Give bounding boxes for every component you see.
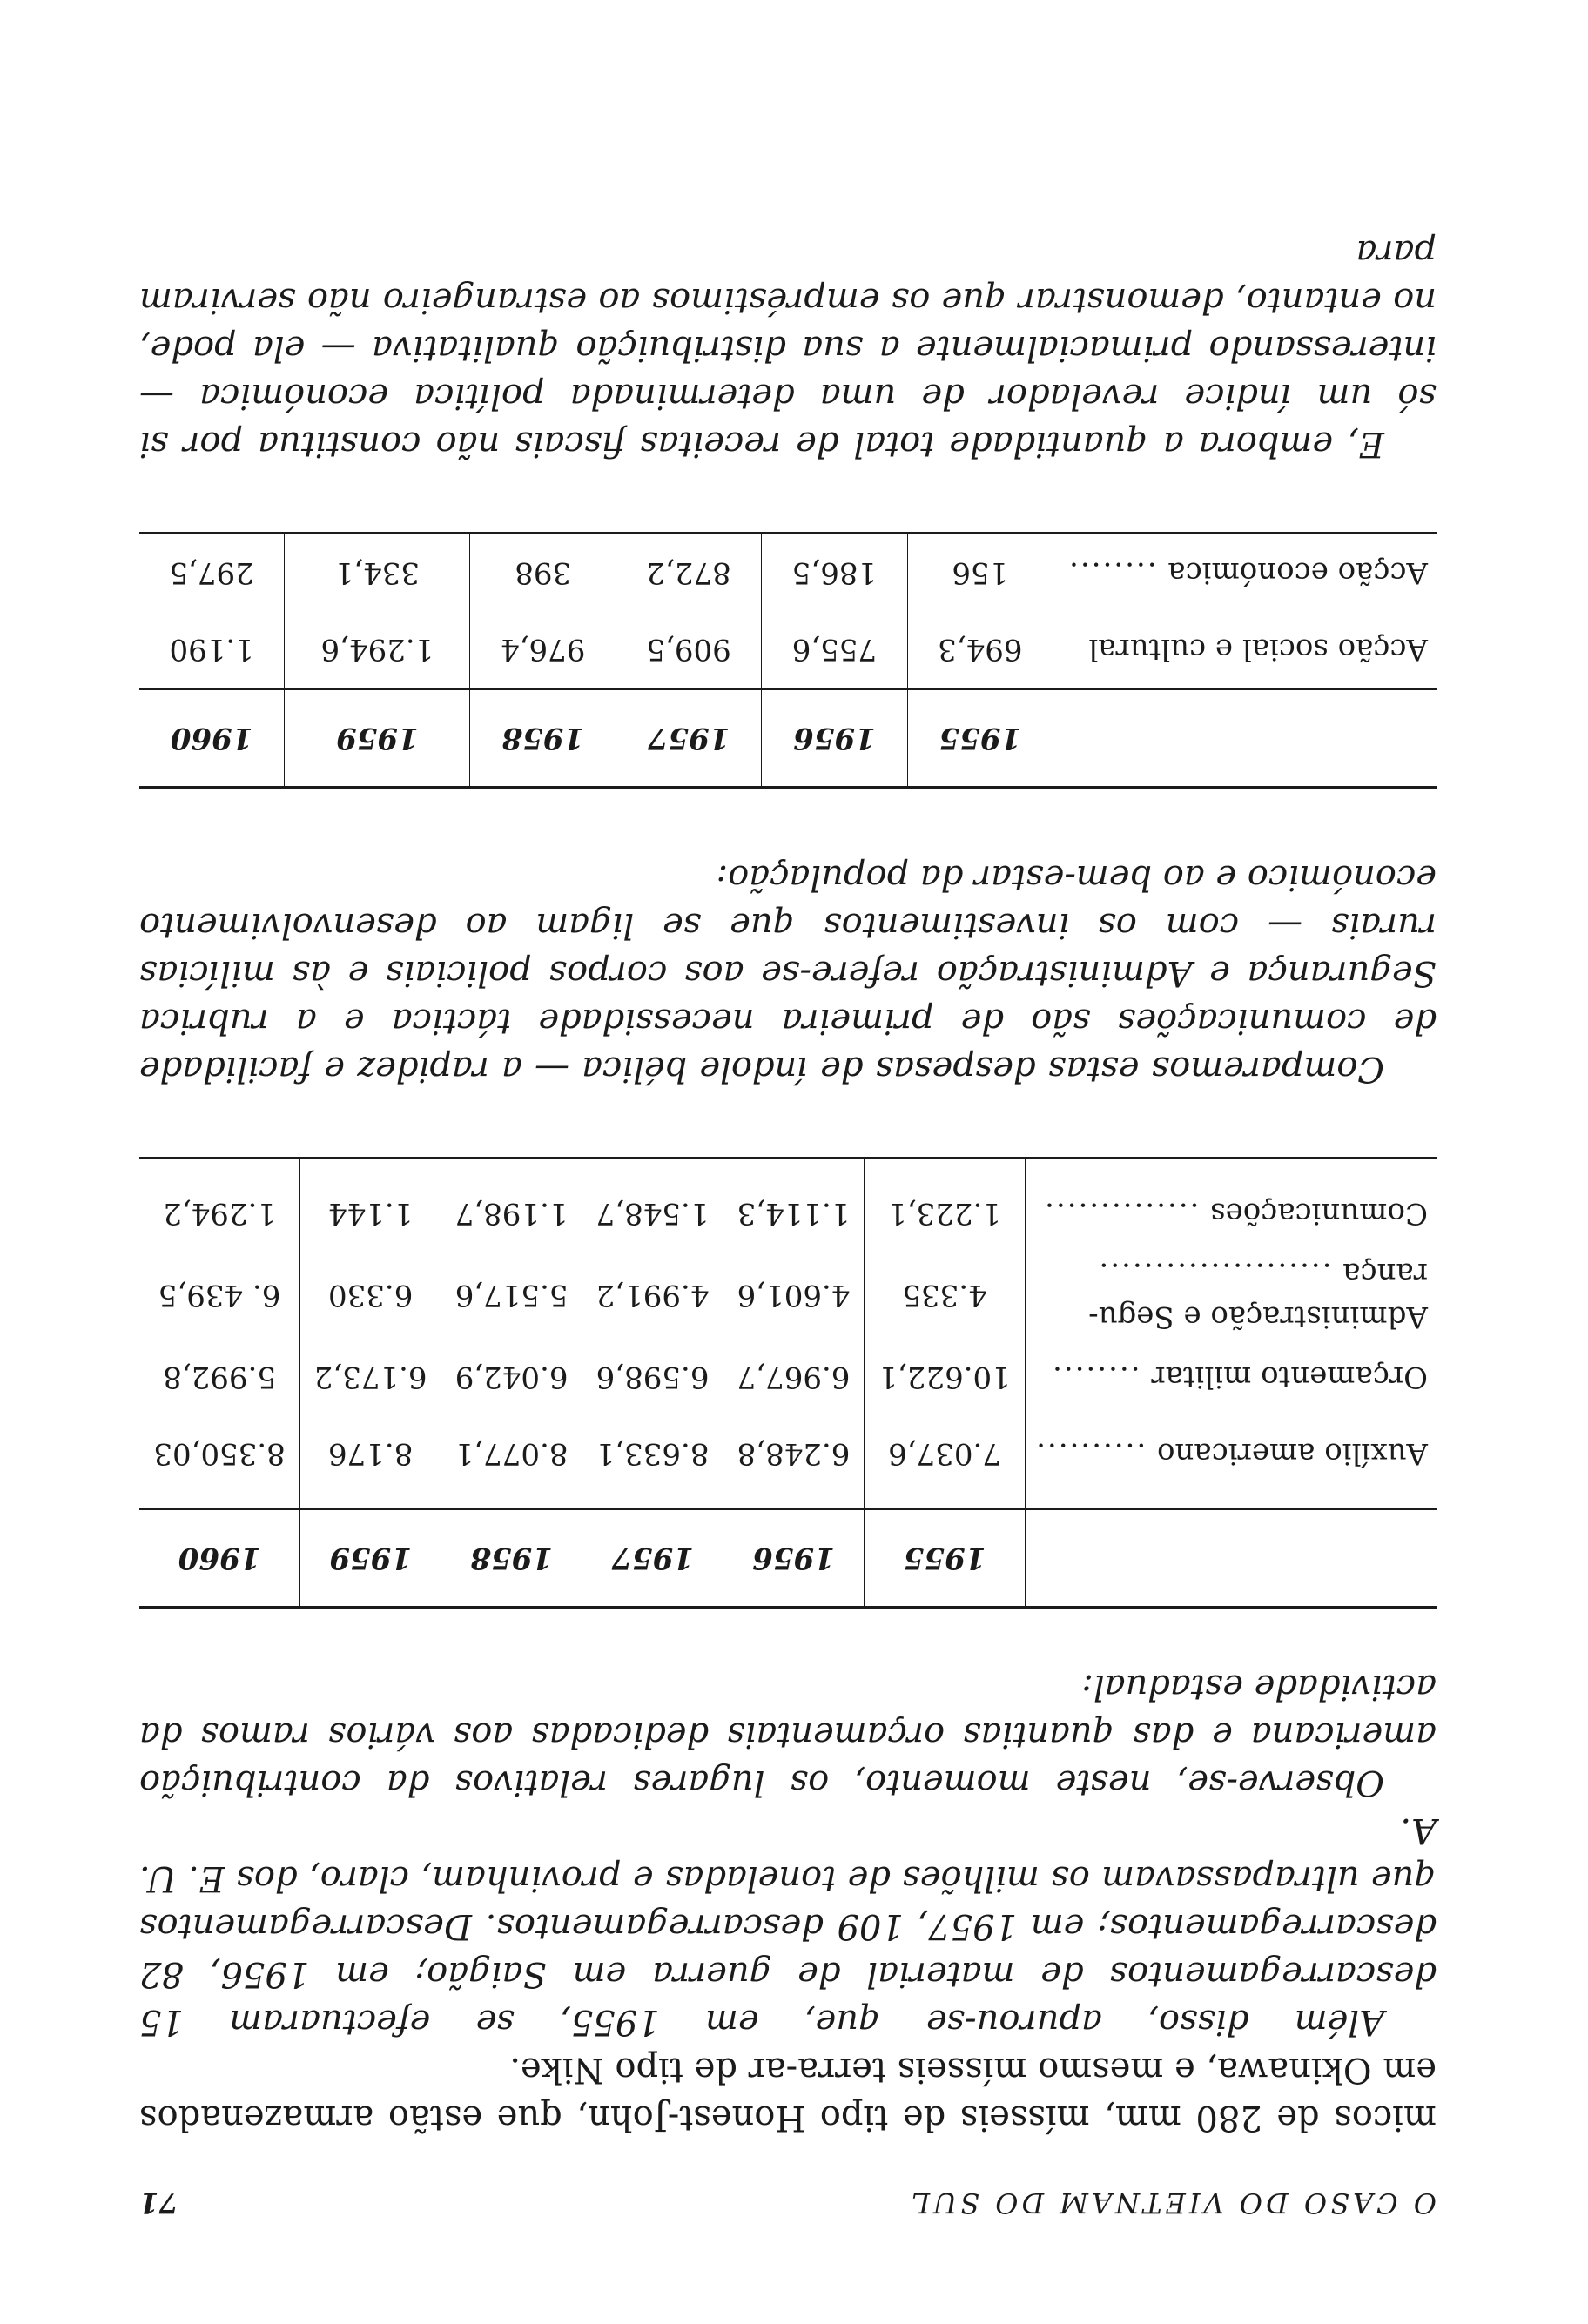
row-label-text: Auxílio americano xyxy=(1157,1436,1428,1471)
table-cell: 6.330 xyxy=(300,1252,441,1339)
table-cell: 8.350,03 xyxy=(139,1415,300,1509)
table-cell: 976,4 xyxy=(470,611,616,689)
table-cell: 755,6 xyxy=(762,611,907,689)
paragraph-missiles: micos de 280 mm, mísseis de tipo Honest-John, que estão armazenados em Okinawa, e mesmo mísseis terra-ar de tipo Nike. xyxy=(139,2050,1437,2138)
table-cell: 6.248,8 xyxy=(723,1415,865,1509)
table-cell: 6.967,7 xyxy=(723,1339,865,1415)
row-label xyxy=(1026,1339,1437,1415)
table-cell: 4.991,2 xyxy=(582,1252,723,1339)
paragraph-compare: Comparemos estas despesas de índole bélica — a rapidez e facilidade de comunicações são de primeira necessidade táctica e a rubrica Segurança e Administração refere-se aos corpos policiais e às milícias rurais — com os investimentos que se ligam ao desenvolvimento económico e ao bem-estar da população: xyxy=(139,857,1437,1089)
table-cell: 1.144 xyxy=(300,1159,441,1253)
table-cell: 872,2 xyxy=(616,534,761,612)
table-row xyxy=(139,611,1437,689)
table-cell: 1.190 xyxy=(139,611,285,689)
dot-leader: ........ xyxy=(1051,1360,1152,1394)
table-row xyxy=(139,1159,1437,1253)
paragraph-unloadings: Além disso, apurou-se que, em 1955, se efectuaram 15 descarregamentos de material de guerra em Saigão; em 1956, 82 descarregamentos; em 1957, 109 descarregamentos. Descarregamentos que ultrapassavam os milhões de toneladas e provinham, claro, dos E. U. A. xyxy=(139,1810,1437,2042)
year-header: 1955 xyxy=(864,1509,1025,1608)
row-label-text: Acção social e cultural xyxy=(1088,632,1428,667)
table-cell: 297,5 xyxy=(139,534,285,612)
dot-leader: ..................... xyxy=(1097,1256,1343,1291)
table-cell: 6.042,9 xyxy=(441,1339,582,1415)
table-cell: 909,5 xyxy=(616,611,761,689)
year-header: 1957 xyxy=(616,689,761,788)
table-cell: 186,5 xyxy=(762,534,907,612)
row-label-text: Orçamento militar xyxy=(1151,1360,1428,1394)
running-title: O CASO DO VIETNAM DO SUL xyxy=(907,2186,1437,2220)
year-header: 1956 xyxy=(762,689,907,788)
row-label xyxy=(1053,534,1437,612)
table-row xyxy=(139,534,1437,612)
table-row xyxy=(139,1415,1437,1509)
table-header-row xyxy=(139,689,1437,788)
year-header: 1959 xyxy=(285,689,470,788)
table-row xyxy=(139,1339,1437,1415)
paragraph-fiscal: E, embora a quantidade total de receitas fiscais não constitua por si só um índice revelador de uma determinada política económica — interessando primacialmente a sua distribuição qualitativa — ela pode, no entanto, demonstrar que os empréstimos ao estrangeiro não serviram para xyxy=(139,232,1437,464)
table-cell: 8.176 xyxy=(300,1415,441,1509)
table-cell: 10.622,1 xyxy=(864,1339,1025,1415)
dot-leader: .............. xyxy=(1043,1196,1211,1231)
table-cell: 8.077,1 xyxy=(441,1415,582,1509)
book-page xyxy=(139,228,1437,2220)
row-label-text: Comunicações xyxy=(1210,1196,1428,1231)
table-cell: 694,3 xyxy=(907,611,1053,689)
table-cell: 1.223,1 xyxy=(864,1159,1025,1253)
table-cell: 5.992,8 xyxy=(139,1339,300,1415)
year-header: 1955 xyxy=(907,689,1053,788)
table-cell: 1.294,2 xyxy=(139,1159,300,1253)
budget-table xyxy=(139,1157,1437,1609)
header-blank-cell xyxy=(1026,1509,1437,1608)
row-label-line: rança xyxy=(1342,1256,1428,1291)
table-header-row xyxy=(139,1509,1437,1608)
table-cell: 6.598,6 xyxy=(582,1339,723,1415)
table-cell: 1.114,3 xyxy=(723,1159,865,1253)
year-header: 1959 xyxy=(300,1509,441,1608)
table-cell: 4.335 xyxy=(864,1252,1025,1339)
row-label xyxy=(1026,1252,1437,1339)
table-cell: 6.173,2 xyxy=(300,1339,441,1415)
row-label xyxy=(1053,611,1437,689)
row-label-text: Acção económica xyxy=(1167,555,1428,590)
table-cell: 156 xyxy=(907,534,1053,612)
page-number: 71 xyxy=(139,2186,178,2220)
table-cell: 5.517,6 xyxy=(441,1252,582,1339)
year-header: 1957 xyxy=(582,1509,723,1608)
table-cell: 398 xyxy=(470,534,616,612)
row-label-line: Administração e Segu- xyxy=(1088,1300,1428,1334)
year-header: 1958 xyxy=(470,689,616,788)
year-header: 1960 xyxy=(139,1509,300,1608)
table-cell: 1.548,7 xyxy=(582,1159,723,1253)
table-cell: 1.198,7 xyxy=(441,1159,582,1253)
paragraph-observe: Observe-se, neste momento, os lugares relativos da contribuição americana e das quantias orçamentais dedicadas aos vários ramos da actividade estadual: xyxy=(139,1667,1437,1803)
year-header: 1960 xyxy=(139,689,285,788)
header-blank-cell xyxy=(1053,689,1437,788)
year-header: 1956 xyxy=(723,1509,865,1608)
table-row xyxy=(139,1252,1437,1339)
table-cell: 7.037,6 xyxy=(864,1415,1025,1509)
table-cell: 334,1 xyxy=(285,534,470,612)
dot-leader: .......... xyxy=(1034,1436,1158,1471)
table-cell: 1.294,6 xyxy=(285,611,470,689)
investment-table xyxy=(139,532,1437,789)
running-head xyxy=(139,2186,1437,2220)
table-cell: 4.601,6 xyxy=(723,1252,865,1339)
table-cell: 8.633,1 xyxy=(582,1415,723,1509)
row-label xyxy=(1026,1159,1437,1253)
table-cell: 6. 439,5 xyxy=(139,1252,300,1339)
dot-leader: ........ xyxy=(1067,555,1168,590)
row-label xyxy=(1026,1415,1437,1509)
year-header: 1958 xyxy=(441,1509,582,1608)
